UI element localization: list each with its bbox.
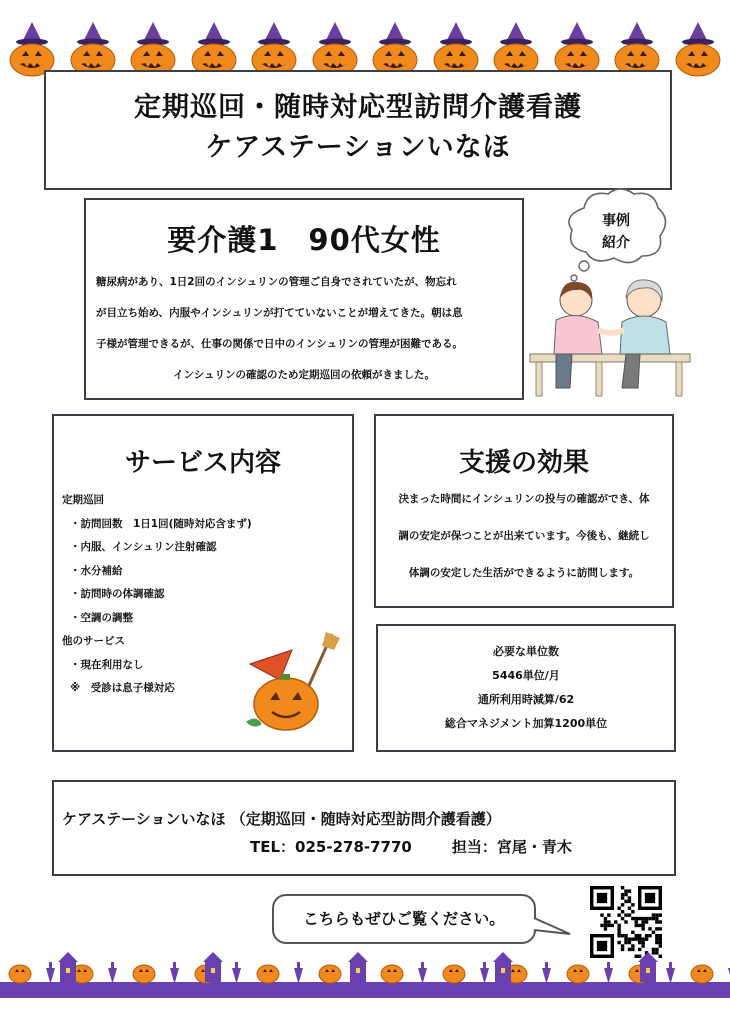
service-item: ・内服、インシュリン注射確認 xyxy=(70,541,217,553)
contact-phone[interactable]: TEL：025-278-7770 xyxy=(250,838,412,856)
effect-box xyxy=(374,414,674,608)
contact-box xyxy=(52,780,676,876)
units-reduction: 通所利用時減算/62 xyxy=(477,693,575,706)
effect-line: 調の安定が保つことが出来ています。今後も、継続し xyxy=(398,530,650,542)
case-body xyxy=(86,259,522,391)
contact-tel-row xyxy=(250,836,572,857)
title-box xyxy=(44,70,672,190)
service-item: ・水分補給 xyxy=(70,564,123,577)
effect-title: 支援の効果 xyxy=(458,448,589,478)
cta-text: こちらもぜひご覧ください。 xyxy=(303,910,505,928)
service-item: ・空調の調整 xyxy=(70,611,133,624)
service-item: ・訪問時の体調確認 xyxy=(70,588,165,600)
effect-line: 体調の安定した生活ができるように訪問します。 xyxy=(408,567,640,579)
service-box xyxy=(52,414,354,752)
case-line: 糖尿病があり、1日2回のインシュリンの管理ご自身でされていたが、物忘れ xyxy=(96,276,457,288)
units-addition: 総合マネジメント加算1200単位 xyxy=(444,717,608,730)
bubble-line-2: 紹介 xyxy=(602,235,630,251)
service-title: サービス内容 xyxy=(124,448,281,478)
units-box xyxy=(376,624,676,752)
case-line: 子様が管理できるが、仕事の関係で日中のインシュリンの管理が困難である。 xyxy=(96,338,464,350)
pumpkin-broom-illustration xyxy=(240,630,340,740)
service-item: 定期巡回 xyxy=(62,494,104,506)
bubble-line-1: 事例 xyxy=(602,213,630,229)
cta-speech-bubble xyxy=(272,894,536,944)
speech-tail-icon xyxy=(532,916,572,938)
case-box xyxy=(84,198,524,400)
contact-name: ケアステーションいなほ （定期巡回・随時対応型訪問介護看護） xyxy=(62,810,501,828)
caregiver-elder-illustration xyxy=(526,270,694,400)
case-line: が目立ち始め、内服やインシュリンが打てていないことが増えてきた。朝は息 xyxy=(96,307,463,319)
qr-code[interactable] xyxy=(590,886,662,958)
bubble-text xyxy=(562,210,670,254)
units-heading: 必要な単位数 xyxy=(493,645,559,658)
service-item: ・訪問回数 1日1回(随時対応含まず) xyxy=(70,517,252,530)
pumpkin-witch-hat-icon xyxy=(674,22,722,78)
title-line-1: 定期巡回・随時対応型訪問介護看護 xyxy=(134,92,582,123)
halloween-border xyxy=(0,950,730,1010)
units-monthly: 5446単位/月 xyxy=(492,669,560,682)
title-line-2: ケアステーションいなほ xyxy=(205,132,511,163)
effect-line: 決まった時間にインシュリンの投与の確認ができ、体 xyxy=(398,493,650,505)
contact-staff: 担当：宮尾・青木 xyxy=(451,838,572,856)
service-item: ・現在利用なし xyxy=(70,658,144,671)
case-title: 要介護1 90代女性 xyxy=(167,223,441,257)
case-line: インシュリンの確認のため定期巡回の依頼がきました。 xyxy=(172,369,436,381)
service-item: ※ 受診は息子様対応 xyxy=(70,682,175,694)
effect-body xyxy=(376,479,672,592)
service-item: 他のサービス xyxy=(62,635,125,647)
